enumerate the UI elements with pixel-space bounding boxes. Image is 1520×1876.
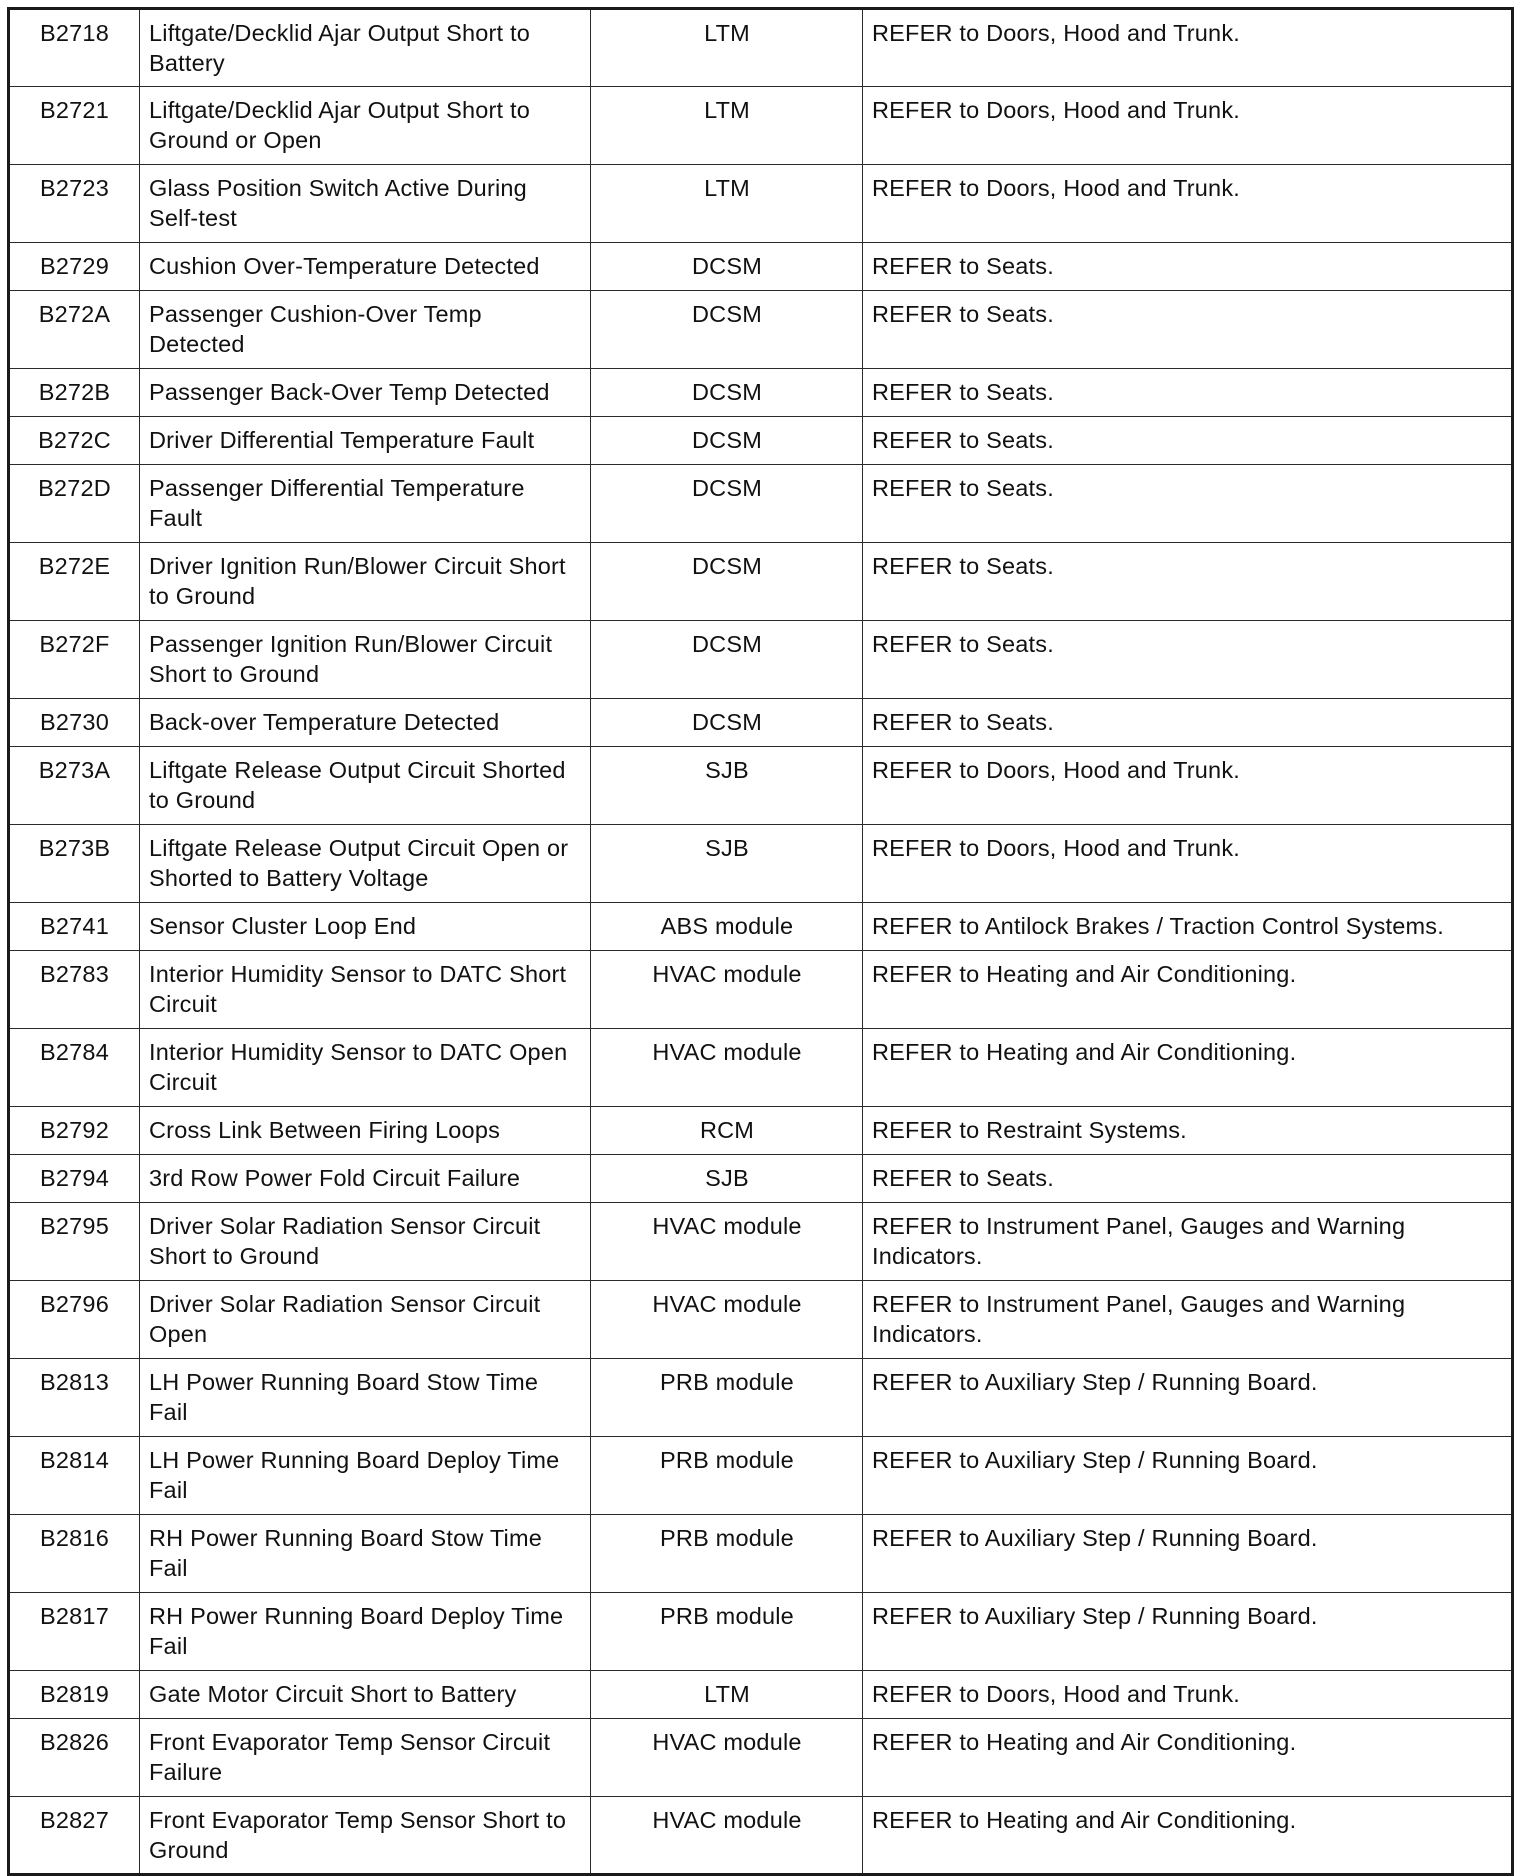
dtc-action: REFER to Seats. — [863, 291, 1513, 369]
dtc-description: Liftgate Release Output Circuit Open or Shorted to Battery Voltage — [140, 825, 591, 903]
dtc-module: PRB module — [591, 1515, 863, 1593]
dtc-module: PRB module — [591, 1437, 863, 1515]
table-row — [9, 9, 1513, 87]
dtc-code: B272F — [9, 621, 140, 699]
table-row — [9, 369, 1513, 417]
dtc-code: B2721 — [9, 87, 140, 165]
dtc-description: RH Power Running Board Deploy Time Fail — [140, 1593, 591, 1671]
dtc-code: B273A — [9, 747, 140, 825]
dtc-module: LTM — [591, 9, 863, 87]
dtc-module: LTM — [591, 165, 863, 243]
dtc-action: REFER to Auxiliary Step / Running Board. — [863, 1515, 1513, 1593]
table-row — [9, 1515, 1513, 1593]
dtc-description: Cushion Over-Temperature Detected — [140, 243, 591, 291]
dtc-action: REFER to Seats. — [863, 543, 1513, 621]
dtc-code: B2729 — [9, 243, 140, 291]
dtc-table — [7, 7, 1514, 1876]
dtc-action: REFER to Heating and Air Conditioning. — [863, 1719, 1513, 1797]
table-row — [9, 903, 1513, 951]
dtc-module: HVAC module — [591, 1203, 863, 1281]
dtc-code: B273B — [9, 825, 140, 903]
dtc-code: B2784 — [9, 1029, 140, 1107]
dtc-module: HVAC module — [591, 1719, 863, 1797]
dtc-module: DCSM — [591, 621, 863, 699]
dtc-code: B272C — [9, 417, 140, 465]
dtc-description: Driver Solar Radiation Sensor Circuit Short to Ground — [140, 1203, 591, 1281]
dtc-code: B2816 — [9, 1515, 140, 1593]
dtc-module: DCSM — [591, 465, 863, 543]
dtc-action: REFER to Doors, Hood and Trunk. — [863, 825, 1513, 903]
dtc-code: B2795 — [9, 1203, 140, 1281]
dtc-description: Passenger Cushion-Over Temp Detected — [140, 291, 591, 369]
dtc-description: Front Evaporator Temp Sensor Short to Ground — [140, 1797, 591, 1875]
dtc-action: REFER to Doors, Hood and Trunk. — [863, 747, 1513, 825]
dtc-code: B2783 — [9, 951, 140, 1029]
dtc-description: Passenger Ignition Run/Blower Circuit Short to Ground — [140, 621, 591, 699]
dtc-action: REFER to Seats. — [863, 1155, 1513, 1203]
dtc-description: Liftgate/Decklid Ajar Output Short to Ground or Open — [140, 87, 591, 165]
dtc-description: Interior Humidity Sensor to DATC Short Circuit — [140, 951, 591, 1029]
dtc-code: B2730 — [9, 699, 140, 747]
dtc-description: Liftgate/Decklid Ajar Output Short to Battery — [140, 9, 591, 87]
dtc-action: REFER to Restraint Systems. — [863, 1107, 1513, 1155]
dtc-description: LH Power Running Board Deploy Time Fail — [140, 1437, 591, 1515]
table-row — [9, 291, 1513, 369]
table-row — [9, 87, 1513, 165]
table-row — [9, 165, 1513, 243]
dtc-action: REFER to Doors, Hood and Trunk. — [863, 165, 1513, 243]
dtc-module: DCSM — [591, 369, 863, 417]
dtc-description: Passenger Back-Over Temp Detected — [140, 369, 591, 417]
dtc-action: REFER to Auxiliary Step / Running Board. — [863, 1359, 1513, 1437]
table-row — [9, 1797, 1513, 1875]
dtc-module: HVAC module — [591, 951, 863, 1029]
dtc-description: Back-over Temperature Detected — [140, 699, 591, 747]
dtc-module: LTM — [591, 1671, 863, 1719]
table-row — [9, 1593, 1513, 1671]
dtc-module: DCSM — [591, 699, 863, 747]
table-row — [9, 1107, 1513, 1155]
dtc-action: REFER to Auxiliary Step / Running Board. — [863, 1593, 1513, 1671]
dtc-action: REFER to Seats. — [863, 369, 1513, 417]
dtc-description: Gate Motor Circuit Short to Battery — [140, 1671, 591, 1719]
dtc-module: DCSM — [591, 417, 863, 465]
dtc-description: Driver Differential Temperature Fault — [140, 417, 591, 465]
dtc-description: Cross Link Between Firing Loops — [140, 1107, 591, 1155]
table-row — [9, 1719, 1513, 1797]
table-row — [9, 1359, 1513, 1437]
dtc-description: Driver Ignition Run/Blower Circuit Short to Ground — [140, 543, 591, 621]
dtc-action: REFER to Doors, Hood and Trunk. — [863, 1671, 1513, 1719]
dtc-description: RH Power Running Board Stow Time Fail — [140, 1515, 591, 1593]
dtc-action: REFER to Heating and Air Conditioning. — [863, 951, 1513, 1029]
table-row — [9, 1437, 1513, 1515]
dtc-action: REFER to Heating and Air Conditioning. — [863, 1797, 1513, 1875]
table-row — [9, 417, 1513, 465]
dtc-code: B2826 — [9, 1719, 140, 1797]
dtc-action: REFER to Seats. — [863, 417, 1513, 465]
dtc-description: Front Evaporator Temp Sensor Circuit Failure — [140, 1719, 591, 1797]
dtc-code: B2827 — [9, 1797, 140, 1875]
dtc-description: Driver Solar Radiation Sensor Circuit Open — [140, 1281, 591, 1359]
table-row — [9, 1155, 1513, 1203]
dtc-description: LH Power Running Board Stow Time Fail — [140, 1359, 591, 1437]
dtc-code: B2814 — [9, 1437, 140, 1515]
dtc-module: HVAC module — [591, 1029, 863, 1107]
dtc-code: B2817 — [9, 1593, 140, 1671]
table-row — [9, 465, 1513, 543]
dtc-action: REFER to Heating and Air Conditioning. — [863, 1029, 1513, 1107]
dtc-code: B2813 — [9, 1359, 140, 1437]
dtc-code: B2718 — [9, 9, 140, 87]
dtc-action: REFER to Seats. — [863, 465, 1513, 543]
dtc-module: RCM — [591, 1107, 863, 1155]
dtc-code: B2794 — [9, 1155, 140, 1203]
dtc-module: SJB — [591, 747, 863, 825]
dtc-module: HVAC module — [591, 1797, 863, 1875]
table-row — [9, 951, 1513, 1029]
dtc-description: 3rd Row Power Fold Circuit Failure — [140, 1155, 591, 1203]
dtc-description: Sensor Cluster Loop End — [140, 903, 591, 951]
dtc-code: B272A — [9, 291, 140, 369]
dtc-module: SJB — [591, 1155, 863, 1203]
table-row — [9, 747, 1513, 825]
dtc-code: B2819 — [9, 1671, 140, 1719]
table-row — [9, 1029, 1513, 1107]
dtc-module: PRB module — [591, 1359, 863, 1437]
table-row — [9, 825, 1513, 903]
dtc-action: REFER to Instrument Panel, Gauges and Warning Indicators. — [863, 1203, 1513, 1281]
dtc-code: B2741 — [9, 903, 140, 951]
dtc-module: DCSM — [591, 291, 863, 369]
table-row — [9, 621, 1513, 699]
dtc-code: B2792 — [9, 1107, 140, 1155]
dtc-code: B2723 — [9, 165, 140, 243]
dtc-action: REFER to Doors, Hood and Trunk. — [863, 87, 1513, 165]
table-row — [9, 1281, 1513, 1359]
dtc-action: REFER to Seats. — [863, 243, 1513, 291]
dtc-code: B272E — [9, 543, 140, 621]
dtc-code: B272D — [9, 465, 140, 543]
table-row — [9, 1203, 1513, 1281]
dtc-action: REFER to Instrument Panel, Gauges and Warning Indicators. — [863, 1281, 1513, 1359]
dtc-code: B2796 — [9, 1281, 140, 1359]
dtc-module: DCSM — [591, 243, 863, 291]
dtc-action: REFER to Seats. — [863, 621, 1513, 699]
dtc-description: Glass Position Switch Active During Self-test — [140, 165, 591, 243]
dtc-module: SJB — [591, 825, 863, 903]
table-row — [9, 543, 1513, 621]
dtc-description: Passenger Differential Temperature Fault — [140, 465, 591, 543]
table-row — [9, 699, 1513, 747]
dtc-action: REFER to Antilock Brakes / Traction Control Systems. — [863, 903, 1513, 951]
table-row — [9, 1671, 1513, 1719]
dtc-module: LTM — [591, 87, 863, 165]
dtc-module: ABS module — [591, 903, 863, 951]
dtc-description: Liftgate Release Output Circuit Shorted to Ground — [140, 747, 591, 825]
dtc-module: PRB module — [591, 1593, 863, 1671]
dtc-module: DCSM — [591, 543, 863, 621]
dtc-action: REFER to Doors, Hood and Trunk. — [863, 9, 1513, 87]
dtc-code: B272B — [9, 369, 140, 417]
dtc-description: Interior Humidity Sensor to DATC Open Circuit — [140, 1029, 591, 1107]
table-row — [9, 243, 1513, 291]
dtc-action: REFER to Auxiliary Step / Running Board. — [863, 1437, 1513, 1515]
dtc-action: REFER to Seats. — [863, 699, 1513, 747]
dtc-module: HVAC module — [591, 1281, 863, 1359]
